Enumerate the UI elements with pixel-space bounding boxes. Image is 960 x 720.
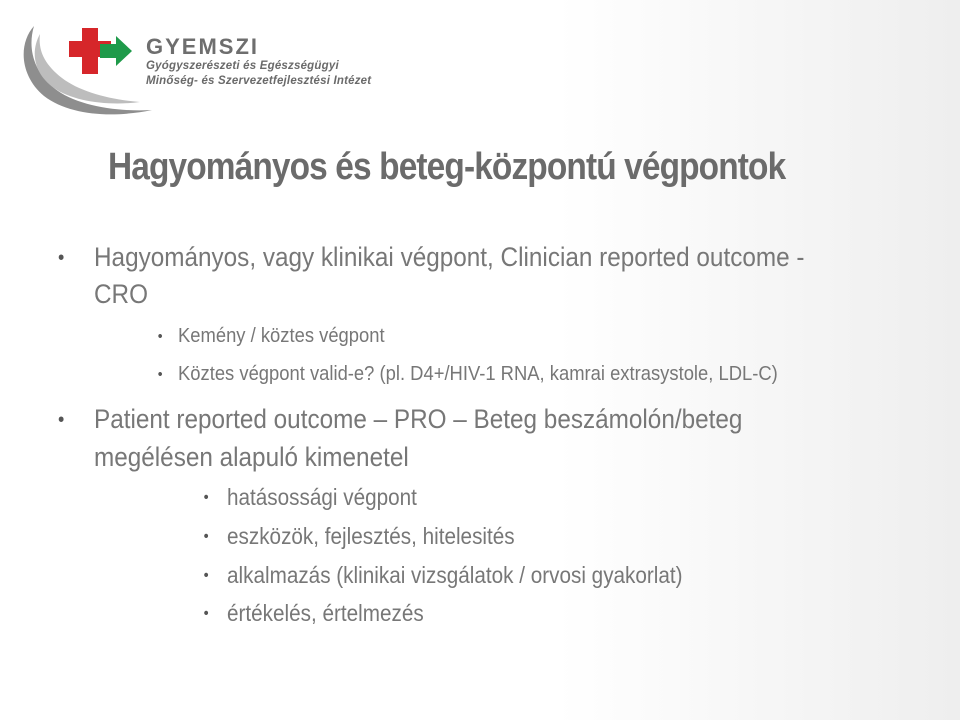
bullet-2-line2: megélésen alapuló kimenetel	[94, 442, 409, 472]
sub-bullet-2-3	[203, 562, 683, 589]
bullet-dot-icon: •	[58, 409, 65, 431]
sub-bullet-2-2-text: eszközök, fejlesztés, hitelesités	[227, 523, 515, 549]
sub-bullet-2-4	[203, 600, 424, 627]
logo-subtitle-line2: Minőség- és Szervezetfejlesztési Intézet	[146, 75, 372, 87]
bullet-1-line2: CRO	[94, 279, 148, 309]
gyemszi-logo-mark-icon	[14, 14, 164, 124]
bullet-2-line1: Patient reported outcome – PRO – Beteg beszámolón/beteg	[94, 404, 743, 434]
bullet-1	[58, 242, 805, 273]
slide-title: Hagyományos és beteg-központú végpontok	[108, 146, 786, 188]
logo-name: GYEMSZI	[146, 34, 260, 59]
bullet-dot-icon: •	[203, 528, 209, 545]
sub-bullet-1-2	[157, 363, 778, 386]
bullet-1-continuation	[94, 279, 148, 310]
sub-bullet-2-1	[203, 484, 417, 511]
logo-subtitle-line1: Gyógyszerészeti és Egészségügyi	[146, 60, 339, 72]
sub-bullet-2-1-text: hatásossági végpont	[227, 484, 417, 510]
bullet-dot-icon: •	[203, 489, 209, 506]
sub-bullet-1-2-text: Köztes végpont valid-e? (pl. D4+/HIV-1 RNA, kamrai extrasystole, LDL-C)	[178, 363, 778, 385]
bullet-2-continuation	[94, 442, 409, 473]
bullet-dot-icon: •	[157, 328, 163, 345]
sub-bullet-1-1	[157, 325, 385, 348]
sub-bullet-2-4-text: értékelés, értelmezés	[227, 600, 424, 626]
bullet-1-line1: Hagyományos, vagy klinikai végpont, Clinician reported outcome -	[94, 242, 805, 272]
gyemszi-logo	[14, 14, 414, 124]
bullet-dot-icon: •	[157, 366, 163, 383]
sub-bullet-1-1-text: Kemény / köztes végpont	[178, 325, 385, 347]
sub-bullet-2-2	[203, 523, 515, 550]
bullet-dot-icon: •	[203, 605, 209, 622]
bullet-2	[58, 404, 743, 435]
bullet-dot-icon: •	[58, 247, 65, 269]
bullet-dot-icon: •	[203, 567, 209, 584]
sub-bullet-2-3-text: alkalmazás (klinikai vizsgálatok / orvosi gyakorlat)	[227, 562, 683, 588]
